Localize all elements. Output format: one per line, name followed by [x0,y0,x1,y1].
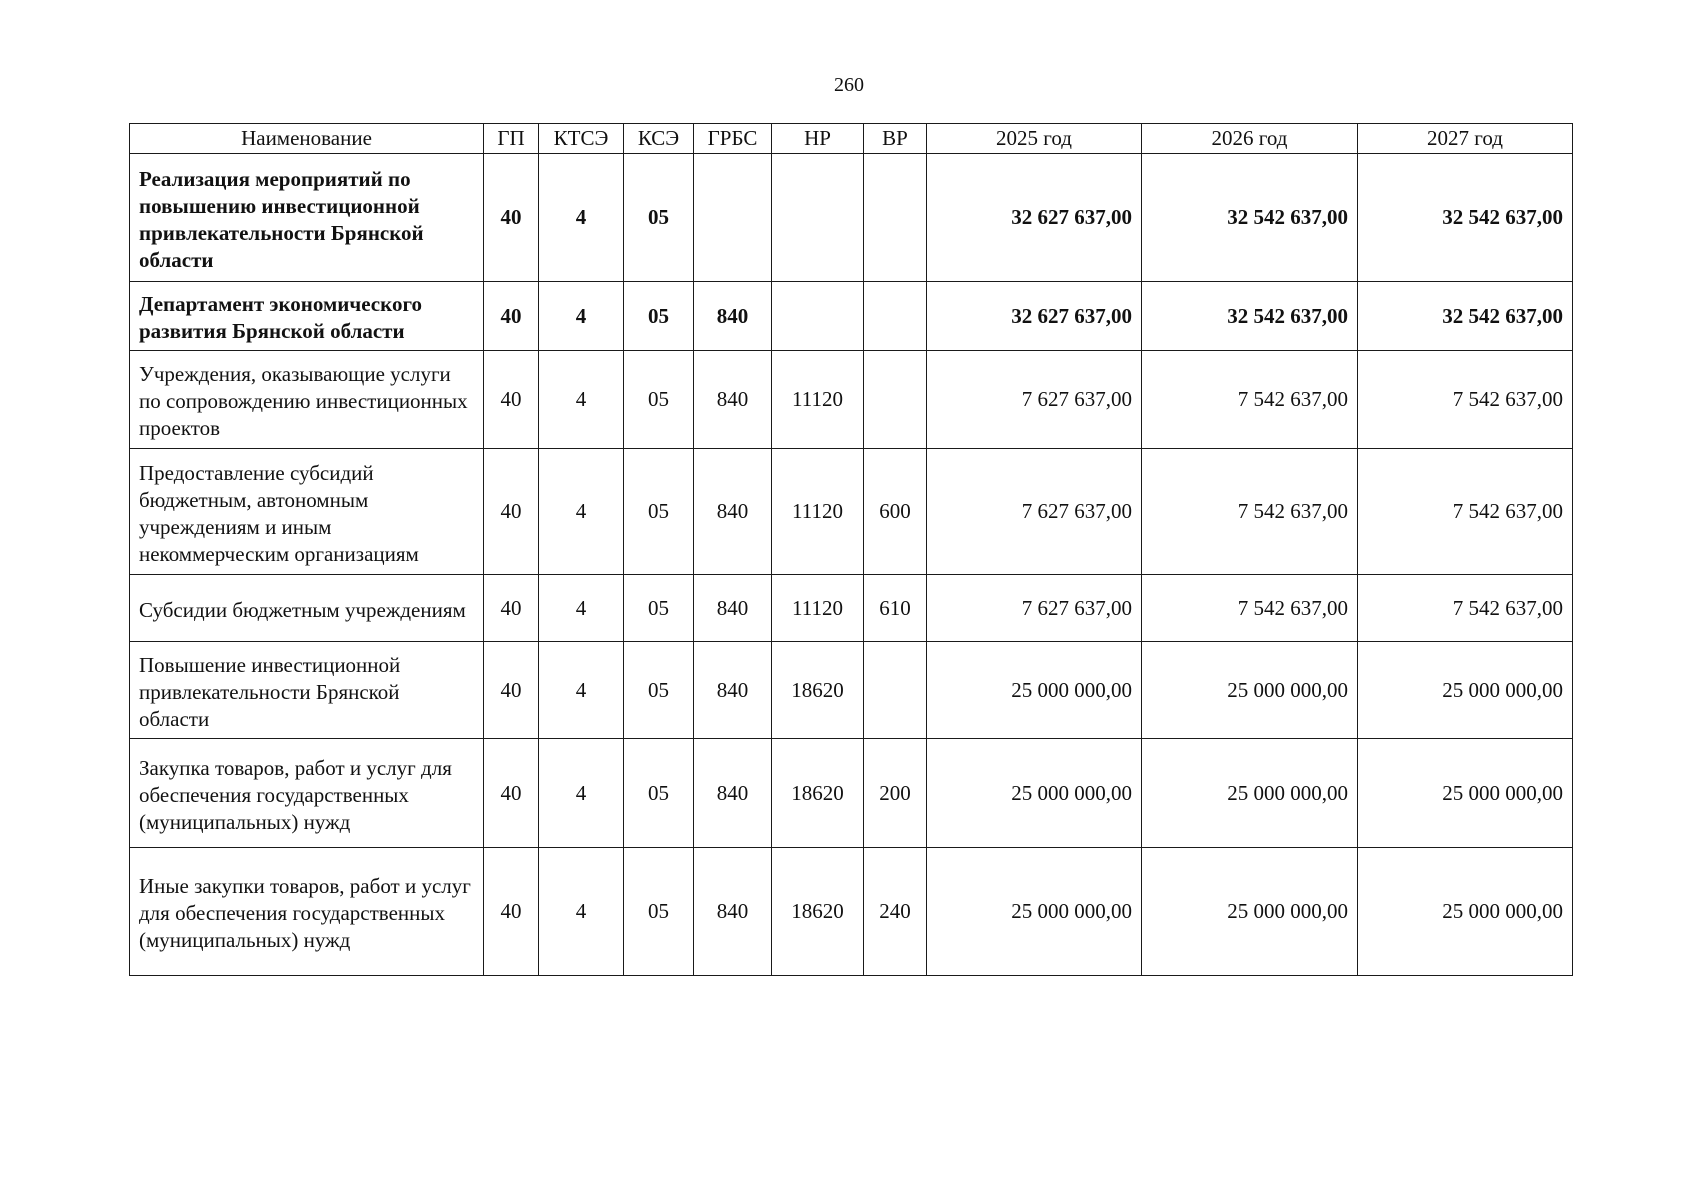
table-row [130,739,1573,848]
row-ktse: 4 [539,739,624,848]
row-name: Предоставление субсидий бюджетным, автономным учреждениям и иным некоммерческим организациям [130,449,484,575]
row-amount-2027: 25 000 000,00 [1358,848,1573,976]
row-vr: 600 [864,449,927,575]
row-gp: 40 [484,642,539,739]
row-gp: 40 [484,449,539,575]
row-amount-2026: 7 542 637,00 [1142,449,1358,575]
budget-table [129,123,1573,976]
row-vr [864,642,927,739]
row-amount-2027: 32 542 637,00 [1358,154,1573,282]
row-amount-2027: 32 542 637,00 [1358,282,1573,351]
row-grbs: 840 [694,848,772,976]
row-amount-2025: 25 000 000,00 [927,848,1142,976]
row-amount-2025: 7 627 637,00 [927,449,1142,575]
row-amount-2027: 7 542 637,00 [1358,449,1573,575]
row-kse: 05 [624,848,694,976]
row-kse: 05 [624,575,694,642]
row-amount-2027: 7 542 637,00 [1358,351,1573,449]
row-amount-2025: 32 627 637,00 [927,154,1142,282]
header-2025: 2025 год [927,124,1142,154]
row-gp: 40 [484,848,539,976]
header-name: Наименование [130,124,484,154]
row-name: Учреждения, оказывающие услуги по сопровождению инвестиционных проектов [130,351,484,449]
row-kse: 05 [624,154,694,282]
row-name: Иные закупки товаров, работ и услуг для обеспечения государственных (муниципальных) нужд [130,848,484,976]
row-vr: 200 [864,739,927,848]
header-2027: 2027 год [1358,124,1573,154]
row-ktse: 4 [539,154,624,282]
row-name: Реализация мероприятий по повышению инвестиционной привлекательности Брянской области [130,154,484,282]
table-header-row [130,124,1573,154]
row-grbs: 840 [694,351,772,449]
table-row [130,282,1573,351]
row-grbs: 840 [694,282,772,351]
table-row [130,449,1573,575]
row-name: Повышение инвестиционной привлекательности Брянской области [130,642,484,739]
header-2026: 2026 год [1142,124,1358,154]
row-amount-2025: 32 627 637,00 [927,282,1142,351]
row-amount-2027: 25 000 000,00 [1358,739,1573,848]
header-ktse: КТСЭ [539,124,624,154]
page-number: 260 [834,74,864,96]
row-amount-2025: 25 000 000,00 [927,739,1142,848]
row-nr: 18620 [772,739,864,848]
row-amount-2025: 7 627 637,00 [927,575,1142,642]
row-amount-2026: 25 000 000,00 [1142,642,1358,739]
row-amount-2027: 25 000 000,00 [1358,642,1573,739]
row-vr [864,154,927,282]
header-kse: КСЭ [624,124,694,154]
row-name: Департамент экономического развития Брянской области [130,282,484,351]
row-amount-2026: 7 542 637,00 [1142,575,1358,642]
table-row [130,642,1573,739]
row-amount-2026: 7 542 637,00 [1142,351,1358,449]
row-amount-2025: 25 000 000,00 [927,642,1142,739]
row-kse: 05 [624,739,694,848]
row-amount-2026: 32 542 637,00 [1142,154,1358,282]
row-nr: 18620 [772,642,864,739]
row-grbs: 840 [694,739,772,848]
row-grbs: 840 [694,449,772,575]
row-kse: 05 [624,449,694,575]
row-ktse: 4 [539,282,624,351]
header-nr: НР [772,124,864,154]
row-amount-2026: 32 542 637,00 [1142,282,1358,351]
row-nr: 11120 [772,449,864,575]
row-grbs: 840 [694,575,772,642]
row-gp: 40 [484,282,539,351]
row-vr [864,282,927,351]
row-ktse: 4 [539,642,624,739]
row-gp: 40 [484,351,539,449]
table-row [130,154,1573,282]
header-vr: ВР [864,124,927,154]
row-amount-2027: 7 542 637,00 [1358,575,1573,642]
table-row [130,575,1573,642]
row-nr [772,154,864,282]
table-row [130,848,1573,976]
row-gp: 40 [484,154,539,282]
row-grbs [694,154,772,282]
row-kse: 05 [624,642,694,739]
table-row [130,351,1573,449]
row-ktse: 4 [539,351,624,449]
row-vr [864,351,927,449]
row-name: Субсидии бюджетным учреждениям [130,575,484,642]
row-gp: 40 [484,575,539,642]
row-name: Закупка товаров, работ и услуг для обеспечения государственных (муниципальных) нужд [130,739,484,848]
row-vr: 610 [864,575,927,642]
row-vr: 240 [864,848,927,976]
row-gp: 40 [484,739,539,848]
header-grbs: ГРБС [694,124,772,154]
header-gp: ГП [484,124,539,154]
row-kse: 05 [624,351,694,449]
row-ktse: 4 [539,848,624,976]
row-ktse: 4 [539,449,624,575]
row-ktse: 4 [539,575,624,642]
row-kse: 05 [624,282,694,351]
row-grbs: 840 [694,642,772,739]
row-nr: 18620 [772,848,864,976]
row-amount-2026: 25 000 000,00 [1142,739,1358,848]
row-nr: 11120 [772,351,864,449]
row-amount-2026: 25 000 000,00 [1142,848,1358,976]
row-nr [772,282,864,351]
row-amount-2025: 7 627 637,00 [927,351,1142,449]
row-nr: 11120 [772,575,864,642]
